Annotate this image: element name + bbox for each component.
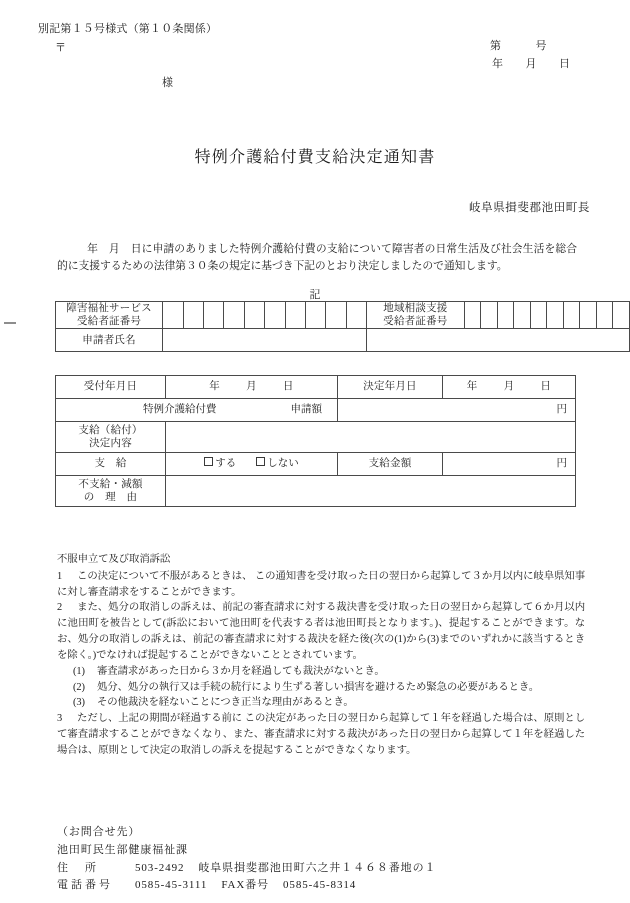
regional-cert-digit-cell[interactable] [481,302,498,329]
table-row [56,329,630,352]
legal-item-number: 3 [57,713,63,725]
contact-postal-code: 503-2492 [135,861,185,874]
label-line-1: 支給（給付） [78,424,143,436]
label-line-1: 障害福祉サービス [66,303,152,314]
legal-sub-item-number: (3) [73,697,85,709]
label-line-2: 受給者証番号 [383,316,448,328]
receipt-date-day: 日 [282,381,294,393]
welfare-cert-digit-cell[interactable] [244,302,264,329]
legal-sub-item-number: (1) [73,665,85,677]
legal-sub-item-3 [73,695,585,711]
label-regional-support-certificate-number [367,302,464,329]
regional-cert-digit-cell[interactable] [530,302,547,329]
label-welfare-service-certificate-number [56,302,163,329]
document-date-month: 月 [525,58,537,70]
welfare-cert-digit-cell[interactable] [265,302,285,329]
welfare-cert-digit-cell[interactable] [224,302,244,329]
benefit-application-amount-label: 申請額 [290,404,322,416]
checkbox-pay-yes[interactable] [204,457,236,470]
table-row [56,376,576,399]
legal-item-number: 1 [57,570,63,582]
welfare-cert-digit-cell[interactable] [305,302,325,329]
table-row [56,422,576,453]
receipt-date-year: 年 [209,381,221,393]
label-line-2: 受給者証番号 [76,316,142,328]
regional-cert-digit-cell[interactable] [497,302,514,329]
postal-mark-icon: 〒 [55,42,66,54]
label-line-1: 不支給・減額 [78,478,143,490]
regional-cert-digit-cell[interactable] [464,302,481,329]
form-code: 別記第１５号様式（第１０条関係） [38,23,218,35]
document-date-year: 年 [492,58,504,70]
contact-block [57,824,436,895]
intro-line-1: 年 月 日に申請のありました特例介護給付費の支給について障害者の日常生活及び社会生活を総合的に支援 [57,243,577,273]
legal-item-2 [57,600,585,663]
legal-sub-item-text: 審査請求があった日から３か月を経過しても裁決がないとき。 [97,665,385,677]
label-line-1: 地域相談支援 [383,303,448,314]
decision-date-field[interactable] [443,376,576,399]
regional-cert-digit-cell[interactable] [563,302,580,329]
welfare-cert-digit-cell[interactable] [163,302,183,329]
contact-heading: （お問合せ先） [57,826,141,838]
table-row [56,453,576,476]
welfare-cert-digit-cell[interactable] [346,302,366,329]
payment-amount-field[interactable] [443,453,576,476]
regional-cert-digit-cell[interactable] [596,302,613,329]
addressee-honorific: 様 [162,77,173,89]
currency-unit: 円 [556,458,567,470]
page-title: 特例介護給付費支給決定通知書 [194,149,436,166]
welfare-cert-digit-cell[interactable] [203,302,223,329]
nonpayment-reduction-reason-field[interactable] [166,476,576,507]
label-line-2: の 理 由 [83,492,138,503]
contact-fax-number: 0585-45-8314 [283,879,357,892]
contact-fax-label: FAX番号 [221,879,270,892]
document-number-prefix: 第 [490,40,502,52]
label-nonpayment-reduction-reason [56,476,166,507]
legal-sub-item-2 [73,680,585,696]
payment-options [166,453,338,476]
legal-item-number: 2 [57,602,63,614]
legal-item-1 [57,569,585,601]
label-payment-decision-content [56,422,166,453]
label-payment-amount: 支給金額 [338,453,443,476]
legal-sub-item-1 [73,664,585,680]
label-line-2: 決定内容 [89,438,132,449]
intro-line-2: するための法律第３０条の規定に基づき下記のとおり決定しましたので通知します。 [100,260,508,273]
legal-sub-item-text: その他裁決を経ないことにつき正当な理由があるとき。 [97,697,354,709]
welfare-cert-digit-cell[interactable] [183,302,203,329]
contact-phone-row [57,877,436,895]
benefit-label: 特例介護給付費 [143,404,217,416]
table-row [56,399,576,422]
legal-sub-item-number: (2) [73,681,85,693]
decision-date-month: 月 [503,381,515,393]
regional-cert-digit-cell[interactable] [613,302,630,329]
currency-unit: 円 [556,404,567,416]
label-payment: 支 給 [56,453,166,476]
legal-item-text: ただし、上記の期間が経過する前に この決定があった日の翌日から起算して１年を経過した場合は、原則として審査請求することができなくなり、また、審査請求に対する裁決があった日の翌日から起算して１年を経過した場合は、原則として決定の取消しの訴えを提起することができなくなります。 [57,713,585,756]
contact-phone-number: 0585-45-3111 [135,879,208,892]
label-decision-date: 決定年月日 [338,376,443,399]
regional-cert-digit-cell[interactable] [547,302,564,329]
legal-sub-item-text: 処分、処分の執行又は手続の続行により生ずる著しい損害を避けるため緊急の必要があるとき。 [97,681,540,693]
document-date-row [492,57,571,73]
contact-address-row [57,860,436,878]
benefit-application-amount-field[interactable] [338,399,576,422]
checkbox-pay-no[interactable] [256,457,299,470]
legal-item-3 [57,711,585,758]
legal-item-text: また、処分の取消しの訴えは、前記の審査請求に対する裁決書を受け取った日の翌日から起算して６か月以内に池田町を被告として(訴訟において池田町を代表する者は池田町長となります。)、提起することができます。なお、処分の取消しの訴えは、前記の審査請求に対する裁決を経た後(次の(1)から(3)までのいずれかに該当するときを除く。)でなければ提起することができないこととされています。 [57,602,585,661]
welfare-cert-digit-cell[interactable] [285,302,305,329]
checkbox-box [204,457,213,466]
receipt-numbers-table [55,301,630,352]
label-special-nursing-benefit [56,399,338,422]
ki-mark: 記 [309,289,321,301]
regional-cert-digit-cell[interactable] [580,302,597,329]
contact-phone-label: 電話番号 [57,879,113,892]
fold-mark [4,322,16,324]
label-applicant-name: 申請者氏名 [56,329,163,352]
document-number-suffix: 号 [535,40,547,52]
issuer-name: 岐阜県揖斐郡池田町長 [469,202,590,214]
welfare-cert-digit-cell[interactable] [326,302,346,329]
decision-date-year: 年 [466,381,478,393]
receipt-date-field[interactable] [166,376,338,399]
contact-address-label: 住 所 [57,861,99,874]
checkbox-box [256,457,265,466]
contact-address: 岐阜県揖斐郡池田町六之井１４６８番地の１ [198,861,437,874]
legal-appeal-block [57,552,585,759]
table-row [56,476,576,507]
applicant-name-field[interactable] [163,329,367,352]
table-row [56,302,630,329]
contact-department: 池田町民生部健康福祉課 [57,843,188,856]
legal-heading: 不服申立て及び取消訴訟 [57,554,171,565]
decision-date-day: 日 [540,381,552,393]
label-receipt-date: 受付年月日 [56,376,166,399]
regional-cert-digit-cell[interactable] [514,302,531,329]
receipt-date-month: 月 [246,381,257,393]
payment-decision-content-field[interactable] [166,422,576,453]
intro-paragraph [57,241,577,276]
legal-item-text: この決定について不服があるときは、 この通知書を受け取った日の翌日から起算して３か月以内に岐阜県知事に対し審査請求をすることができます。 [57,570,585,598]
document-number-row [490,39,547,55]
document-date-day: 日 [559,58,571,70]
spacer-cell [367,329,630,352]
decision-table [55,375,576,507]
checkbox-label: する [215,458,237,470]
checkbox-label: しない [267,458,299,470]
